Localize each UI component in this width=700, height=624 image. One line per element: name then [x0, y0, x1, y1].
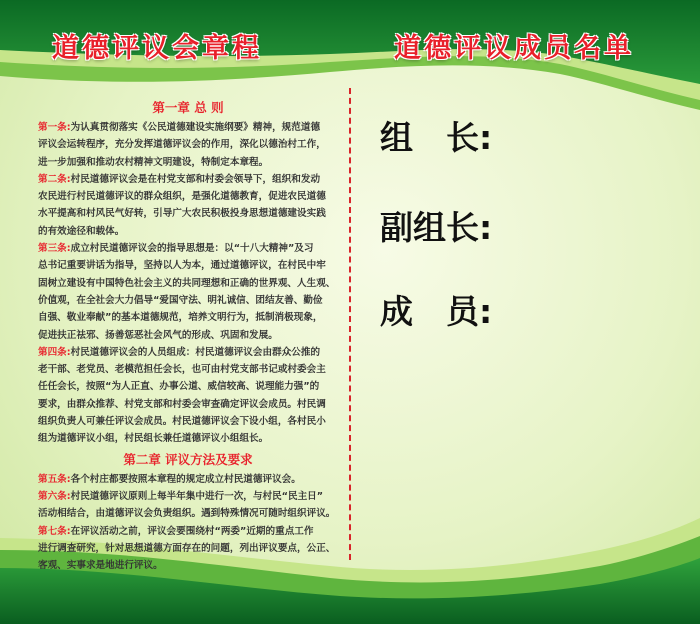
article-label: 第二条: [38, 173, 71, 185]
article-line: 总书记重要讲话为指导，坚持以人为本，通过道德评议，在村民中牢 [38, 260, 326, 272]
chapter-heading: 第二章 评议方法及要求 [123, 451, 253, 467]
article-label: 第六条: [38, 490, 71, 502]
chapter-heading: 第一章 总 则 [152, 100, 224, 115]
article-line: 价值观，在全社会大力倡导“爱国守法、明礼诚信、团结友善、勤俭 [38, 294, 323, 306]
article-6 [38, 488, 338, 523]
article-3 [38, 240, 338, 344]
article-label: 第三条: [38, 243, 71, 255]
charter-title: 道德评议会章程 [52, 33, 262, 64]
article-line: 要求，由群众推荐、村党支部和村委会审查确定评议会成员。村民调 [38, 398, 326, 410]
article-line: 的有效途径和载体。 [38, 225, 125, 237]
member-list-title: 道德评议成员名单 [394, 33, 634, 64]
article-line: 进行调查研究，针对思想道德方面存在的问题，列出评议要点，公正、 [38, 542, 336, 554]
article-label: 第五条: [38, 473, 71, 485]
article-line: 水平提高和村风民气好转，引导广大农民积极投身思想道德建设实践 [38, 208, 326, 220]
article-line: 在评议活动之前，评议会要围绕村“两委”近期的重点工作 [70, 525, 314, 537]
article-line: 活动相结合，由道德评议会负责组织。遇到特殊情况可随时组织评议。 [38, 508, 336, 520]
article-line: 促进扶正祛邪、扬善惩恶社会风气的形成、巩固和发展。 [38, 329, 278, 341]
article-4 [38, 344, 338, 448]
article-line: 村民道德评议原则上每半年集中进行一次，与村民“民主日” [70, 490, 324, 502]
article-7 [38, 523, 338, 575]
article-line: 成立村民道德评议会的指导思想是：以“十八大精神”及习 [70, 243, 314, 255]
article-line: 村民道德评议会的人员组成：村民道德评议会由群众公推的 [70, 346, 321, 358]
article-2 [38, 171, 338, 240]
article-line: 老干部、老党员、老模范担任会长，也可由村党支部书记或村委会主 [38, 364, 326, 376]
article-line: 任任会长，按照“为人正直、办事公道、威信较高、说理能力强”的 [38, 381, 320, 393]
article-5 [38, 471, 338, 488]
role-deputy-leader: 副组长: [380, 208, 493, 247]
charter-text [38, 98, 338, 574]
article-line: 自强、敬业奉献”的基本道德规范，培养文明行为，抵制消极现象， [38, 312, 323, 324]
article-line: 评议会运转程序，充分发挥道德评议会的作用，深化以德治村工作， [38, 139, 326, 151]
role-leader: 组 长: [380, 118, 493, 157]
article-line: 组织负责人可兼任评议会成员。村民道德评议会下设小组，各村民小 [38, 416, 326, 428]
article-line: 为认真贯彻落实《公民道德建设实施纲要》精神，规范道德 [70, 122, 321, 133]
article-line: 客观、实事求是地进行评议。 [38, 560, 163, 572]
role-members: 成 员: [380, 292, 493, 331]
article-line: 各个村庄都要按照本章程的规定成立村民道德评议会。 [70, 473, 301, 485]
article-line: 村民道德评议会是在村党支部和村委会领导下，组织和发动 [70, 173, 321, 185]
article-line: 进一步加强和推动农村精神文明建设，特制定本章程。 [38, 156, 269, 168]
article-line: 固树立建设有中国特色社会主义的共同理想和正确的世界观、人生观、 [38, 277, 336, 289]
article-label: 第七条: [38, 525, 71, 537]
article-label: 第四条: [38, 346, 71, 358]
article-line: 农民进行村民道德评议的群众组织，是强化道德教育，促进农民道德 [38, 191, 326, 203]
article-line: 组为道德评议小组，村民组长兼任道德评议小组组长。 [38, 433, 269, 445]
article-1 [38, 119, 338, 171]
article-label: 第一条: [38, 122, 71, 133]
center-divider [349, 88, 351, 560]
